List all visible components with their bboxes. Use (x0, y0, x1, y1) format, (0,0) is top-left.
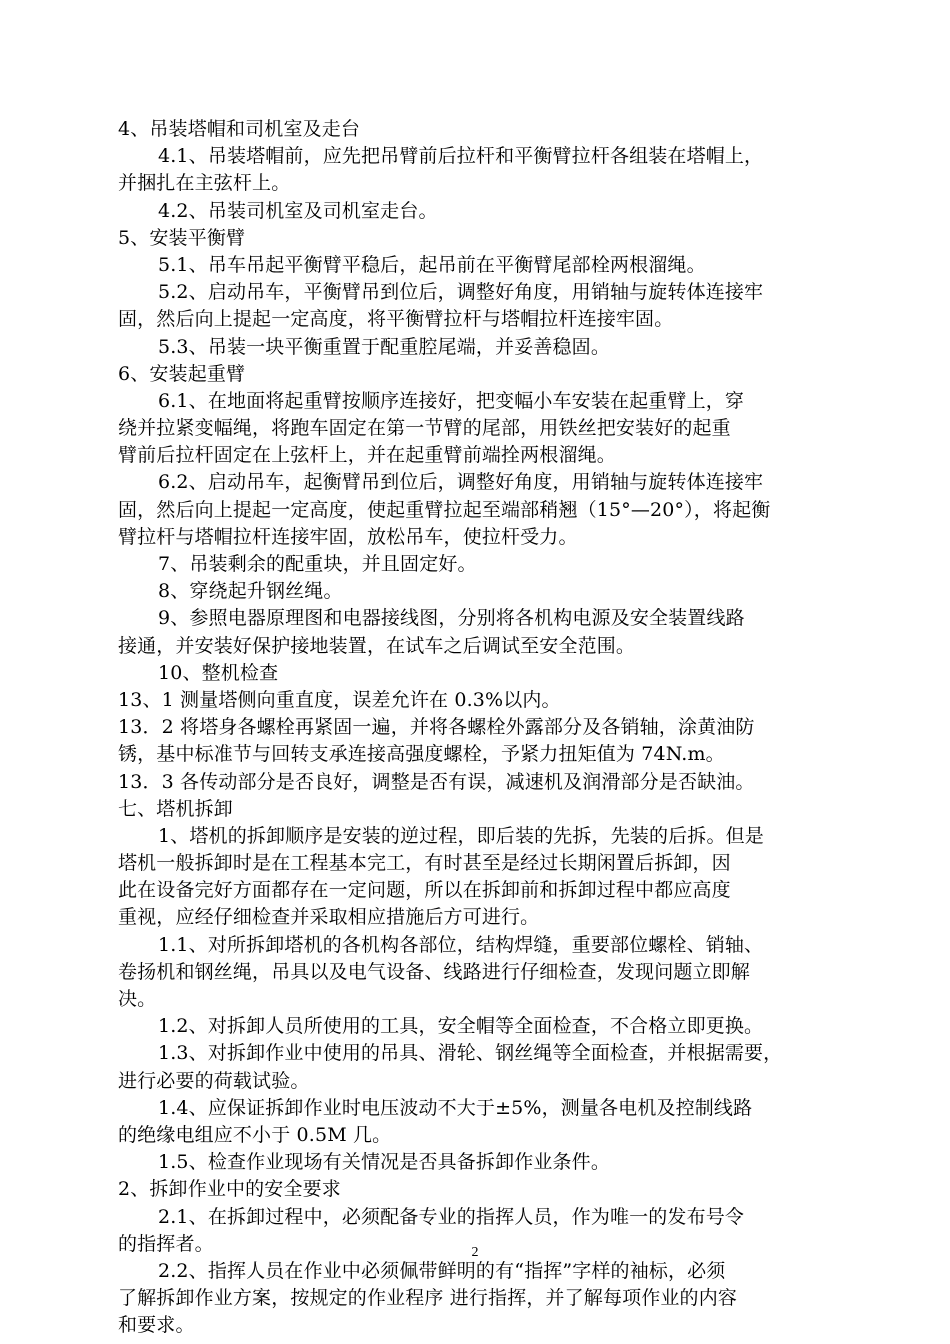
text-line: 4.1、吊装塔帽前，应先把吊臂前后拉杆和平衡臂拉杆各组装在塔帽上， (158, 145, 764, 168)
text-line: 塔机一般拆卸时是在工程基本完工，有时甚至是经过长期闲置后拆卸，因 (118, 852, 731, 875)
text-line: 13．3 各传动部分是否良好，调整是否有误，减速机及润滑部分是否缺油。 (118, 770, 755, 793)
text-line: 2、拆卸作业中的安全要求 (118, 1178, 341, 1201)
text-line: 6.2、启动吊车，起衡臂吊到位后，调整好角度，用销轴与旋转体连接牢 (158, 471, 764, 494)
text-line: 9、参照电器原理图和电器接线图，分别将各机构电源及安全装置线路 (158, 607, 745, 630)
text-line: 此在设备完好方面都存在一定问题，所以在拆卸前和拆卸过程中都应高度 (118, 879, 731, 902)
text-line: 2.1、在拆卸过程中，必须配备专业的指挥人员，作为唯一的发布号令 (158, 1205, 745, 1228)
text-line: 接通，并安装好保护接地装置，在试车之后调试至安全范围。 (118, 634, 636, 657)
text-line: 的绝缘电组应不小于 0.5M 几。 (118, 1123, 392, 1146)
page-number: 2 (471, 1245, 479, 1260)
text-line: 固，然后向上提起一定高度，使起重臂拉起至端部稍翘（15°—20°），将起衡 (118, 498, 771, 521)
text-line: 13．2 将塔身各螺栓再紧固一遍，并将各螺栓外露部分及各销轴，涂黄油防 (118, 716, 755, 739)
text-line: 1.1、对所拆卸塔机的各机构各部位，结构焊缝，重要部位螺栓、销轴、 (158, 933, 764, 956)
text-line: 重视，应经仔细检查并采取相应措施后方可进行。 (118, 906, 540, 929)
text-line: 并捆扎在主弦杆上。 (118, 172, 291, 195)
text-line: 4.2、吊装司机室及司机室走台。 (158, 199, 438, 222)
text-line: 臂前后拉杆固定在上弦杆上，并在起重臂前端拴两根溜绳。 (118, 444, 616, 467)
text-line: 5、安装平衡臂 (118, 226, 246, 249)
document-body (118, 116, 834, 1339)
text-line: 绕并拉紧变幅绳，将跑车固定在第一节臂的尾部，用铁丝把安装好的起重 (118, 417, 731, 440)
text-line: 7、吊装剩余的配重块，并且固定好。 (158, 553, 477, 575)
text-line: 6.1、在地面将起重臂按顺序连接好，把变幅小车安装在起重臂上，穿 (158, 389, 745, 412)
text-line: 1、塔机的拆卸顺序是安装的逆过程，即后装的先拆，先装的后拆。但是 (158, 824, 764, 847)
text-line: 1.4、应保证拆卸作业时电压波动不大于±5%，测量各电机及控制线路 (158, 1096, 753, 1119)
text-line: 2.2、指挥人员在作业中必须佩带鲜明的有“指挥”字样的袖标，必须 (158, 1259, 726, 1282)
text-line: 1.3、对拆卸作业中使用的吊具、滑轮、钢丝绳等全面检查，并根据需要， (158, 1042, 783, 1065)
text-line: 的指挥者。 (118, 1232, 214, 1255)
text-line: 10、整机检查 (158, 661, 279, 684)
text-line: 七、塔机拆卸 (118, 797, 233, 820)
text-line: 和要求。 (118, 1314, 195, 1337)
text-line: 进行必要的荷载试验。 (118, 1069, 310, 1092)
text-line: 5.1、吊车吊起平衡臂平稳后，起吊前在平衡臂尾部栓两根溜绳。 (158, 253, 706, 276)
text-line: 5.2、启动吊车，平衡臂吊到位后，调整好角度，用销轴与旋转体连接牢 (158, 281, 764, 304)
text-line: 决。 (118, 988, 157, 1010)
text-line: 13、1 测量塔侧向重直度，误差允许在 0.3%以内。 (118, 688, 561, 711)
text-line: 卷扬机和钢丝绳，吊具以及电气设备、线路进行仔细检查，发现问题立即解 (118, 960, 750, 983)
text-line: 锈，基中标准节与回转支承连接高强度螺栓，予紧力扭矩值为 74N.m。 (118, 743, 725, 766)
text-line: 固，然后向上提起一定高度，将平衡臂拉杆与塔帽拉杆连接牢固。 (118, 308, 674, 331)
text-line: 8、穿绕起升钢丝绳。 (158, 580, 343, 603)
text-line: 4、吊装塔帽和司机室及走台 (118, 118, 361, 140)
text-line: 了解拆卸作业方案，按规定的作业程序 进行指挥，并了解每项作业的内容 (118, 1287, 737, 1310)
text-line: 6、安装起重臂 (118, 362, 246, 385)
text-line: 臂拉杆与塔帽拉杆连接牢固，放松吊车，使拉杆受力。 (118, 525, 578, 548)
text-line: 1.5、检查作业现场有关情况是否具备拆卸作业条件。 (158, 1151, 610, 1174)
text-line: 1.2、对拆卸人员所使用的工具，安全帽等全面检查，不合格立即更换。 (158, 1015, 764, 1038)
text-line: 5.3、吊装一块平衡重置于配重腔尾端，并妥善稳固。 (158, 335, 610, 358)
